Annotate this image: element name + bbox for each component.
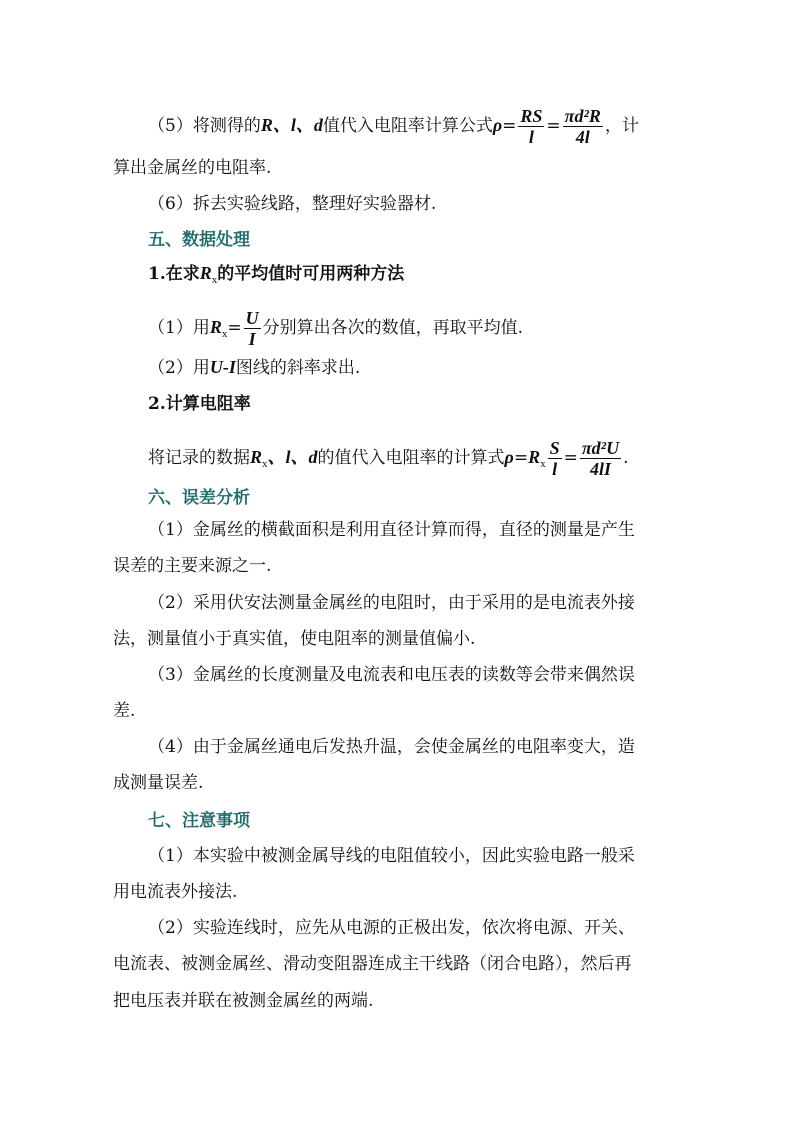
rx-subscript: x <box>211 274 218 286</box>
note2-line1: （2）实验连线时，应先从电源的正极出发，依次将电源、开关、 <box>148 918 635 938</box>
fraction-denominator: I <box>248 329 256 349</box>
fraction-numerator: πd²R <box>564 106 601 126</box>
rx-subscript: x <box>221 328 228 340</box>
step5-text-a: （5）将测得的 <box>148 116 261 136</box>
error1-line1: （1）金属丝的横截面积是利用直径计算而得，直径的测量是产生 <box>148 520 635 540</box>
equals-sign: = <box>563 448 578 468</box>
equals-sign: = <box>546 116 561 136</box>
note2-line2: 电流表、被测金属丝、滑动变阻器连成主干线路（闭合电路），然后再 <box>113 954 632 974</box>
rho-symbol: ρ <box>504 447 514 467</box>
equals-sign: = <box>227 318 242 338</box>
step5-line1 <box>148 106 639 147</box>
fraction-denominator: 4l <box>575 127 590 147</box>
error3-line2: 差. <box>113 701 136 721</box>
fraction-pi-d2u-over-4li <box>580 438 621 479</box>
resistivity-formula-line <box>148 438 628 479</box>
note2-line3: 把电压表并联在被测金属丝的两端. <box>113 991 374 1011</box>
subheading-resistivity: 2.计算电阻率 <box>148 394 251 414</box>
error1-line2: 误差的主要来源之一. <box>113 556 272 576</box>
rx-subscript: x <box>540 458 546 470</box>
fraction-numerator: πd²U <box>581 438 620 458</box>
error4-line1: （4）由于金属丝通电后发热升温，会使金属丝的电阻率变大，造 <box>148 737 635 757</box>
method2-text-b: 图线的斜率求出. <box>235 358 361 378</box>
method1-text-b: 分别算出各次的数值，再取平均值. <box>262 318 523 338</box>
fraction-s-over-l <box>548 438 562 479</box>
rx-var: R <box>250 447 263 467</box>
equals-sign: = <box>502 116 517 136</box>
step5-text-c: ，计 <box>604 116 639 136</box>
error4-line2: 成测量误差. <box>113 773 204 793</box>
note1-line2: 用电流表外接法. <box>113 882 238 902</box>
l-d-vars: 、l、d <box>267 447 318 467</box>
subheading-text-b: 的平均值时可用两种方法 <box>217 264 405 284</box>
subheading-text-a: 1.在求 <box>148 264 200 284</box>
rx-var: R <box>209 317 222 337</box>
rx-subscript: x <box>262 458 268 470</box>
step6-line: （6）拆去实验线路，整理好实验器材. <box>148 194 437 214</box>
fraction-denominator: l <box>528 127 534 147</box>
period: . <box>623 448 629 468</box>
section-heading-data-processing: 五、数据处理 <box>148 230 250 250</box>
fraction-u-over-i <box>244 308 261 349</box>
step5-line2: 算出金属丝的电阻率. <box>113 158 272 178</box>
section-heading-error-analysis: 六、误差分析 <box>148 488 250 508</box>
rx-var: R <box>528 447 541 467</box>
fraction-numerator: S <box>549 438 560 458</box>
note1-line1: （1）本实验中被测金属导线的电阻值较小，因此实验电路一般采 <box>148 846 635 866</box>
step5-text-b: 值代入电阻率计算公式 <box>322 116 493 136</box>
fraction-denominator: l <box>552 459 558 479</box>
fraction-pi-d2r-over-4l <box>563 106 603 147</box>
method2-line <box>148 356 360 379</box>
step5-vars: R、l、d <box>260 115 323 135</box>
subheading-average <box>148 262 404 291</box>
method1-line <box>148 308 523 349</box>
rho-symbol: ρ <box>492 115 503 135</box>
method1-text-a: （1）用 <box>148 318 210 338</box>
rx-var: R <box>199 263 212 283</box>
fraction-denominator: 4lI <box>589 459 611 479</box>
resistivity-text-b: 的值代入电阻率的计算式 <box>317 448 505 468</box>
error2-line2: 法，测量值小于真实值，使电阻率的测量值偏小. <box>113 629 476 649</box>
error3-line1: （3）金属丝的长度测量及电流表和电压表的读数等会带来偶然误 <box>148 665 635 685</box>
equals-sign: = <box>513 448 529 468</box>
error2-line1: （2）采用伏安法测量金属丝的电阻时，由于采用的是电流表外接 <box>148 593 635 613</box>
fraction-rs-over-l <box>518 106 544 147</box>
ui-var: U-I <box>209 357 236 377</box>
section-heading-precautions: 七、注意事项 <box>148 811 250 831</box>
method2-text-a: （2）用 <box>148 358 210 378</box>
resistivity-text-a: 将记录的数据 <box>148 448 250 468</box>
fraction-numerator: RS <box>520 106 543 126</box>
fraction-numerator: U <box>245 308 259 328</box>
